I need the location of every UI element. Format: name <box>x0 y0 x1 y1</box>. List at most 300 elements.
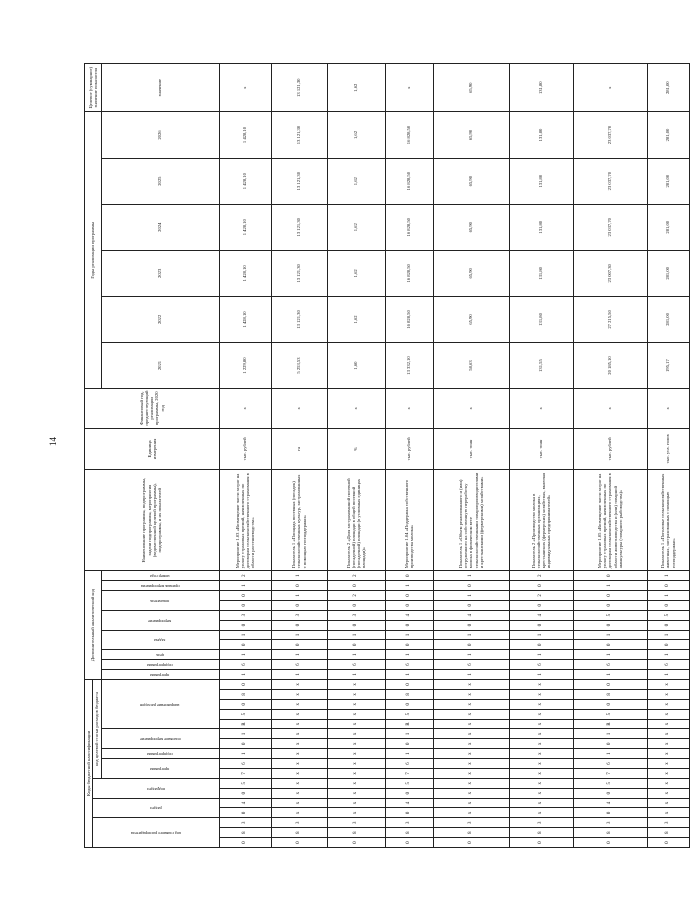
budget-code-cell: x <box>647 709 689 719</box>
year-value-cell: 1 428,10 <box>219 112 271 158</box>
analytic-code-cell: 6 <box>647 660 689 670</box>
year-value-cell: 13 332,10 <box>385 342 433 388</box>
year-value-cell: 1 428,10 <box>219 296 271 342</box>
budget-code-cell: x <box>327 729 385 739</box>
base-year-cell: x <box>573 389 647 429</box>
budget-code-cell: 6 <box>219 759 271 769</box>
budget-code-cell: 3 <box>385 818 433 828</box>
section-header: раздел <box>93 798 219 818</box>
analytic-code-cell: 1 <box>433 630 509 640</box>
unit-cell: тыс. тонн <box>433 428 509 470</box>
budget-code-cell: x <box>327 739 385 749</box>
budget-code-cell: x <box>271 679 327 689</box>
year-value-cell: 65,90 <box>433 204 509 250</box>
direction-code-header: направление расходов <box>101 679 219 729</box>
analytic-code-cell: 0 <box>219 600 271 610</box>
budget-code-cell: 8 <box>219 690 271 700</box>
analytic-code-cell: 1 <box>573 581 647 591</box>
budget-code-cell: 3 <box>573 818 647 828</box>
year-2022-header: 2022 <box>101 296 219 342</box>
budget-code-cell: 1 <box>219 749 271 759</box>
budget-code-cell: 0 <box>573 808 647 818</box>
budget-code-cell: x <box>647 749 689 759</box>
budget-code-cell: x <box>271 798 327 808</box>
analytic-code-cell: 6 <box>509 660 573 670</box>
budget-code-cell: x <box>327 788 385 798</box>
budget-code-cell: 0 <box>385 739 433 749</box>
analytic-code-cell: 4 <box>433 610 509 620</box>
analytic-code-cell: 6 <box>327 660 385 670</box>
analytic-code-cell: 6 <box>219 660 271 670</box>
analytic-code-cell: 4 <box>385 610 433 620</box>
row-name-cell: Показатель 2 «Доля застрахованной посевной (посадочной) площади в общей посевной (посадочной) площади (в условных единицах площади)» <box>327 470 385 571</box>
budget-code-cell: x <box>271 719 327 729</box>
base-year-cell: x <box>219 389 271 429</box>
year-value-cell: 1,62 <box>327 158 385 204</box>
analytic-code-cell: 1 <box>271 650 327 660</box>
budget-code-cell: 0 <box>219 699 271 709</box>
budget-code-cell: 0 <box>385 838 433 848</box>
analytic-code-cell: 1 <box>385 650 433 660</box>
page-number: 14 <box>48 437 58 446</box>
budget-code-cell: x <box>509 699 573 709</box>
budget-code-cell: x <box>433 690 509 700</box>
target-value-header: значение <box>101 64 219 112</box>
budget-code-cell: R <box>573 719 647 729</box>
analytic-code-cell: 1 <box>433 670 509 680</box>
analytic-code-cell: 1 <box>271 571 327 581</box>
analytic-code-cell: 0 <box>573 571 647 581</box>
budget-code-cell: 5 <box>573 778 647 788</box>
year-value-cell: 1,62 <box>327 112 385 158</box>
analytic-code-cell: 0 <box>573 600 647 610</box>
budget-code-cell: x <box>433 719 509 729</box>
base-year-cell: x <box>647 389 689 429</box>
a-program-header: программа <box>101 670 219 680</box>
analytic-code-cell: 0 <box>647 600 689 610</box>
budget-code-cell: 8 <box>219 828 271 838</box>
analytic-code-cell: 1 <box>327 650 385 660</box>
budget-code-cell: x <box>271 759 327 769</box>
budget-code-cell: x <box>433 739 509 749</box>
budget-code-cell: 5 <box>573 709 647 719</box>
year-value-cell: 65,90 <box>433 250 509 296</box>
year-value-cell: 58,63 <box>433 342 509 388</box>
budget-code-cell: x <box>433 679 509 689</box>
budget-code-cell: x <box>271 699 327 709</box>
year-value-cell: 13 121,30 <box>271 158 327 204</box>
budget-code-cell: x <box>271 769 327 779</box>
year-value-cell: 23 037,70 <box>573 112 647 158</box>
target-value-cell: 281,00 <box>647 64 689 112</box>
row-name-cell: Мероприятие 1.04 «Поддержка собственного производства молока» <box>385 470 433 571</box>
name-header: Наименование программы, подпрограммы, задачи подпрограммы, мероприятия (ведомственной целевой программы), подпрограммы, и их показателей <box>85 470 220 571</box>
budget-code-cell: x <box>647 679 689 689</box>
analytic-code-cell: 0 <box>385 640 433 650</box>
main-event-code-header: основное мероприятие <box>101 729 219 749</box>
a-indicator-header: показатель <box>101 591 219 611</box>
budget-code-cell: x <box>433 788 509 798</box>
budget-code-cell: 1 <box>385 729 433 739</box>
year-value-cell: 1,62 <box>327 296 385 342</box>
table-row <box>219 64 271 848</box>
year-value-cell: 1,60 <box>327 342 385 388</box>
budget-code-cell: x <box>271 690 327 700</box>
budget-code-cell: 4 <box>385 798 433 808</box>
analytic-code-cell: 1 <box>647 571 689 581</box>
year-value-cell: 65,90 <box>433 112 509 158</box>
analytic-code-cell: 1 <box>647 670 689 680</box>
analytic-code-cell: 6 <box>433 660 509 670</box>
budget-code-cell: x <box>647 739 689 749</box>
unit-cell: тыс. тонн <box>509 428 573 470</box>
budget-code-cell: x <box>433 769 509 779</box>
year-value-cell: 131,80 <box>509 250 573 296</box>
budget-code-cell: x <box>509 749 573 759</box>
base-year-header: Финансовый год, предшествующий реализации программы, 2020 год <box>85 389 220 429</box>
table-row <box>327 64 385 848</box>
year-2025-header: 2025 <box>101 158 219 204</box>
budget-code-cell: x <box>327 699 385 709</box>
budget-code-cell: 7 <box>573 769 647 779</box>
budget-code-cell: 0 <box>573 739 647 749</box>
budget-code-cell: 0 <box>573 838 647 848</box>
budget-code-cell: 0 <box>573 679 647 689</box>
row-name-cell: Показатель 1 «Объем реализованного и (или) отгруженного на собственную переработку молока в физическом весе сельскохозяйственными товаропроизводителями и крестьянскими (фермерскими) хозяйствами» <box>433 470 509 571</box>
analytic-code-cell: 6 <box>271 660 327 670</box>
analytic-code-cell: 1 <box>327 630 385 640</box>
budget-code-cell: 4 <box>573 798 647 808</box>
budget-code-cell: x <box>327 759 385 769</box>
budget-code-cell: 8 <box>433 828 509 838</box>
budget-code-cell: x <box>271 749 327 759</box>
analytic-code-cell: 0 <box>385 600 433 610</box>
year-value-cell: 1,62 <box>327 250 385 296</box>
analytic-code-cell: 2 <box>327 591 385 601</box>
budget-code-cell: 0 <box>509 838 573 848</box>
budget-code-cell: x <box>271 739 327 749</box>
unit-cell: тыс. рублей <box>385 428 433 470</box>
analytic-code-cell: 1 <box>433 650 509 660</box>
year-value-cell: 131,80 <box>509 296 573 342</box>
budget-code-cell: 3 <box>647 818 689 828</box>
row-name-cell: Мероприятие 1.05 «Возмещение части затрат на уплату страховых премий, начисленных по договорам сельскохозяйственного страхования в области животноводства и (или) товарной аквакультуры (товарного рыбоводства)» <box>573 470 647 571</box>
year-value-cell: 16 828,50 <box>385 250 433 296</box>
budget-code-cell: x <box>271 778 327 788</box>
year-value-cell: 20 185,10 <box>573 342 647 388</box>
year-value-cell: 13 121,30 <box>271 250 327 296</box>
budget-code-cell: x <box>647 808 689 818</box>
analytic-code-cell: 0 <box>647 640 689 650</box>
analytic-code-cell: 0 <box>433 581 509 591</box>
analytic-code-cell: 6 <box>573 660 647 670</box>
budget-code-cell: 5 <box>219 709 271 719</box>
analytic-code-cell: 3 <box>327 610 385 620</box>
budget-code-cell: x <box>647 729 689 739</box>
budget-code-cell: 0 <box>647 838 689 848</box>
budget-code-cell: x <box>433 749 509 759</box>
analytic-code-cell: 0 <box>509 581 573 591</box>
unit-cell: тыс. усл. голов <box>647 428 689 470</box>
budget-code-cell: 0 <box>219 838 271 848</box>
budget-code-cell: 0 <box>219 679 271 689</box>
analytic-code-cell: 0 <box>433 600 509 610</box>
year-value-cell: 281,00 <box>647 250 689 296</box>
analytic-code-cell: 2 <box>509 591 573 601</box>
a-sign-header: признак мероприятия <box>101 581 219 591</box>
analytic-code-cell: 5 <box>573 610 647 620</box>
analytic-code-cell: 2 <box>219 571 271 581</box>
year-value-cell: 13 121,30 <box>271 112 327 158</box>
budget-code-cell: x <box>509 709 573 719</box>
base-year-cell: x <box>509 389 573 429</box>
budget-code-cell: 1 <box>385 749 433 759</box>
budget-code-cell: 8 <box>573 690 647 700</box>
budget-code-cell: 0 <box>219 788 271 798</box>
budget-code-cell: x <box>327 808 385 818</box>
analytic-code-cell: 1 <box>219 670 271 680</box>
a-goal-header: цель <box>101 650 219 660</box>
analytic-code-cell: 1 <box>385 630 433 640</box>
analytic-code-cell: 0 <box>219 591 271 601</box>
year-value-cell: 281,00 <box>647 158 689 204</box>
analytic-code-cell: 0 <box>573 640 647 650</box>
analytic-code-cell: 1 <box>271 591 327 601</box>
budget-code-cell: 5 <box>385 778 433 788</box>
year-value-cell: 131,80 <box>509 204 573 250</box>
budget-code-cell: 0 <box>385 699 433 709</box>
budget-code-cell: x <box>509 690 573 700</box>
year-value-cell: 5 253,53 <box>271 342 327 388</box>
target-header: Целевое (суммарное) значение показателя <box>85 64 102 112</box>
base-year-cell: x <box>385 389 433 429</box>
year-value-cell: 13 121,30 <box>271 204 327 250</box>
analytic-code-cell: 0 <box>385 591 433 601</box>
analytic-code-cell: 3 <box>219 610 271 620</box>
analytic-code-cell: 0 <box>509 640 573 650</box>
budget-code-cell: 0 <box>385 788 433 798</box>
row-name-cell: Показатель 1 «Поголовье сельскохозяйственных животных, застрахованных с помощью господдержки» <box>647 470 689 571</box>
budget-code-cell: 3 <box>509 818 573 828</box>
year-value-cell: 27 215,50 <box>573 296 647 342</box>
budget-code-cell: x <box>647 798 689 808</box>
analytic-code-cell: 0 <box>385 620 433 630</box>
year-value-cell: 23 037,70 <box>573 204 647 250</box>
budget-code-cell: x <box>433 808 509 818</box>
analytic-code-cell: 0 <box>327 640 385 650</box>
analytic-code-cell: 1 <box>433 571 509 581</box>
budget-code-cell: x <box>647 719 689 729</box>
subsection-header: подраздел <box>93 778 219 798</box>
budget-codes-header: Коды бюджетной классификации <box>85 679 93 847</box>
target-value-cell: x <box>385 64 433 112</box>
analytic-code-cell: 0 <box>433 640 509 650</box>
budget-code-cell: 1 <box>573 749 647 759</box>
budget-code-cell: x <box>647 690 689 700</box>
budget-code-cell: x <box>271 808 327 818</box>
analytic-code-cell: 0 <box>327 620 385 630</box>
analytic-code-cell: 3 <box>271 610 327 620</box>
budget-code-cell: x <box>509 679 573 689</box>
budget-code-cell: x <box>433 709 509 719</box>
target-value-cell: x <box>219 64 271 112</box>
budget-code-cell: 0 <box>385 679 433 689</box>
year-value-cell: 65,90 <box>433 296 509 342</box>
year-value-cell: 1 428,10 <box>219 158 271 204</box>
budget-code-cell: 0 <box>327 838 385 848</box>
budget-code-cell: 6 <box>573 759 647 769</box>
analytic-code-cell: 1 <box>509 650 573 660</box>
subprogram-code-header: подпрограмма <box>101 749 219 759</box>
analytic-code-cell: 1 <box>573 670 647 680</box>
base-year-cell: x <box>433 389 509 429</box>
year-value-cell: 65,90 <box>433 158 509 204</box>
analytic-code-cell: 0 <box>271 581 327 591</box>
analytic-code-cell: 0 <box>433 620 509 630</box>
budget-code-cell: x <box>509 808 573 818</box>
analytic-code-cell: 1 <box>271 670 327 680</box>
budget-code-cell: x <box>327 719 385 729</box>
budget-code-cell: 8 <box>385 828 433 838</box>
budget-code-cell: x <box>327 679 385 689</box>
year-value-cell: 131,80 <box>509 112 573 158</box>
budget-code-cell: 0 <box>219 739 271 749</box>
budget-code-cell: x <box>271 788 327 798</box>
analytic-code-cell: 1 <box>219 650 271 660</box>
budget-code-cell: 3 <box>433 818 509 828</box>
unit-cell: га <box>271 428 327 470</box>
analytic-code-cell: 1 <box>271 630 327 640</box>
budget-code-cell: x <box>509 719 573 729</box>
budget-code-cell: 8 <box>573 828 647 838</box>
table-body <box>219 64 689 848</box>
table-row <box>385 64 433 848</box>
analytic-code-cell: 0 <box>509 600 573 610</box>
budget-code-cell: x <box>327 690 385 700</box>
analytic-code-cell: 0 <box>647 620 689 630</box>
budget-code-cell: x <box>509 769 573 779</box>
analytic-code-cell: 2 <box>327 571 385 581</box>
analytic-code-cell: 1 <box>327 670 385 680</box>
year-value-cell: 16 828,50 <box>385 296 433 342</box>
a-subprogram-header: подпрограмма <box>101 660 219 670</box>
budget-code-cell: 7 <box>219 769 271 779</box>
base-year-cell: x <box>271 389 327 429</box>
budget-code-cell: x <box>647 778 689 788</box>
year-value-cell: 13 121,30 <box>271 296 327 342</box>
budget-code-cell: 1 <box>573 729 647 739</box>
years-header: Годы реализации программы <box>85 112 102 389</box>
budget-code-cell: 8 <box>509 828 573 838</box>
a-event-header: мероприятие <box>101 610 219 630</box>
row-name-cell: Показатель 1 «Площадь посевных (посадок) сельскохозяйственных культур, застрахованных с помощью господдержки» <box>271 470 327 571</box>
year-value-cell: 16 828,50 <box>385 158 433 204</box>
budget-code-cell: 6 <box>385 759 433 769</box>
table-row <box>271 64 327 848</box>
analytic-code-cell: 1 <box>219 581 271 591</box>
budget-code-cell: x <box>509 729 573 739</box>
year-2026-header: 2026 <box>101 112 219 158</box>
unit-cell: % <box>327 428 385 470</box>
budget-code-cell: x <box>327 798 385 808</box>
analytic-code-cell: 0 <box>271 620 327 630</box>
year-value-cell: 16 828,50 <box>385 204 433 250</box>
budget-code-cell: 0 <box>271 838 327 848</box>
a-year-header: номер года <box>101 571 219 581</box>
budget-code-cell: x <box>509 759 573 769</box>
budget-code-cell: 3 <box>327 818 385 828</box>
a-task-header: задача <box>101 630 219 650</box>
budget-code-cell: x <box>327 769 385 779</box>
row-name-cell: Показатель 2 «Производство молока в сельскохозяйственных организациях, крестьянских (фермерских) хозяйствах, включая индивидуальных предпринимателей» <box>509 470 573 571</box>
analytic-code-cell: 1 <box>219 630 271 640</box>
analytic-code-cell: 1 <box>647 650 689 660</box>
analytic-code-cell: 0 <box>647 581 689 591</box>
budget-code-cell: R <box>385 719 433 729</box>
year-value-cell: 281,00 <box>647 112 689 158</box>
year-value-cell: 281,00 <box>647 204 689 250</box>
budget-code-cell: x <box>327 778 385 788</box>
analytic-code-cell: 5 <box>647 610 689 620</box>
table-row <box>509 64 573 848</box>
year-value-cell: 1,62 <box>327 204 385 250</box>
year-value-cell: 1 428,10 <box>219 250 271 296</box>
unit-header: Единица измерения <box>85 428 220 470</box>
analytic-code-cell: 0 <box>509 620 573 630</box>
budget-code-cell: x <box>271 729 327 739</box>
budget-code-cell: 8 <box>385 690 433 700</box>
budget-code-cell: x <box>647 699 689 709</box>
budget-code-cell: x <box>647 788 689 798</box>
year-value-cell: 23 007,30 <box>573 250 647 296</box>
budget-code-cell: 5 <box>385 709 433 719</box>
analytic-code-cell: 0 <box>573 620 647 630</box>
budget-code-cell: 0 <box>219 808 271 818</box>
budget-code-cell: x <box>327 709 385 719</box>
analytic-code-cell: 0 <box>573 591 647 601</box>
budget-code-cell: x <box>433 729 509 739</box>
year-value-cell: 131,55 <box>509 342 573 388</box>
budget-code-cell: 4 <box>219 798 271 808</box>
target-value-cell: 131,80 <box>509 64 573 112</box>
table-row <box>647 64 689 848</box>
table-row <box>433 64 509 848</box>
budget-code-cell: 3 <box>271 818 327 828</box>
base-year-cell: x <box>327 389 385 429</box>
year-value-cell: 281,00 <box>647 296 689 342</box>
unit-cell: тыс. рублей <box>219 428 271 470</box>
table-row <box>573 64 647 848</box>
target-value-cell: x <box>573 64 647 112</box>
budget-code-cell: x <box>509 739 573 749</box>
analytic-code-cell: 2 <box>509 571 573 581</box>
target-value-cell: 1,62 <box>327 64 385 112</box>
target-value-cell: 65,90 <box>433 64 509 112</box>
analytic-code-cell: 1 <box>573 650 647 660</box>
analytic-code-cell: 0 <box>327 581 385 591</box>
budget-code-cell: 0 <box>573 788 647 798</box>
budget-code-cell: 0 <box>433 838 509 848</box>
year-value-cell: 131,80 <box>509 158 573 204</box>
year-value-cell: 195,17 <box>647 342 689 388</box>
expense-code-header: код целевой статьи расходов бюджета <box>93 679 101 778</box>
year-value-cell: 23 037,70 <box>573 158 647 204</box>
analytic-code-cell: 4 <box>509 610 573 620</box>
budget-code-cell: 0 <box>385 808 433 818</box>
budget-code-cell: x <box>509 778 573 788</box>
analytic-code-cell: 1 <box>509 630 573 640</box>
budget-code-cell: 8 <box>327 828 385 838</box>
